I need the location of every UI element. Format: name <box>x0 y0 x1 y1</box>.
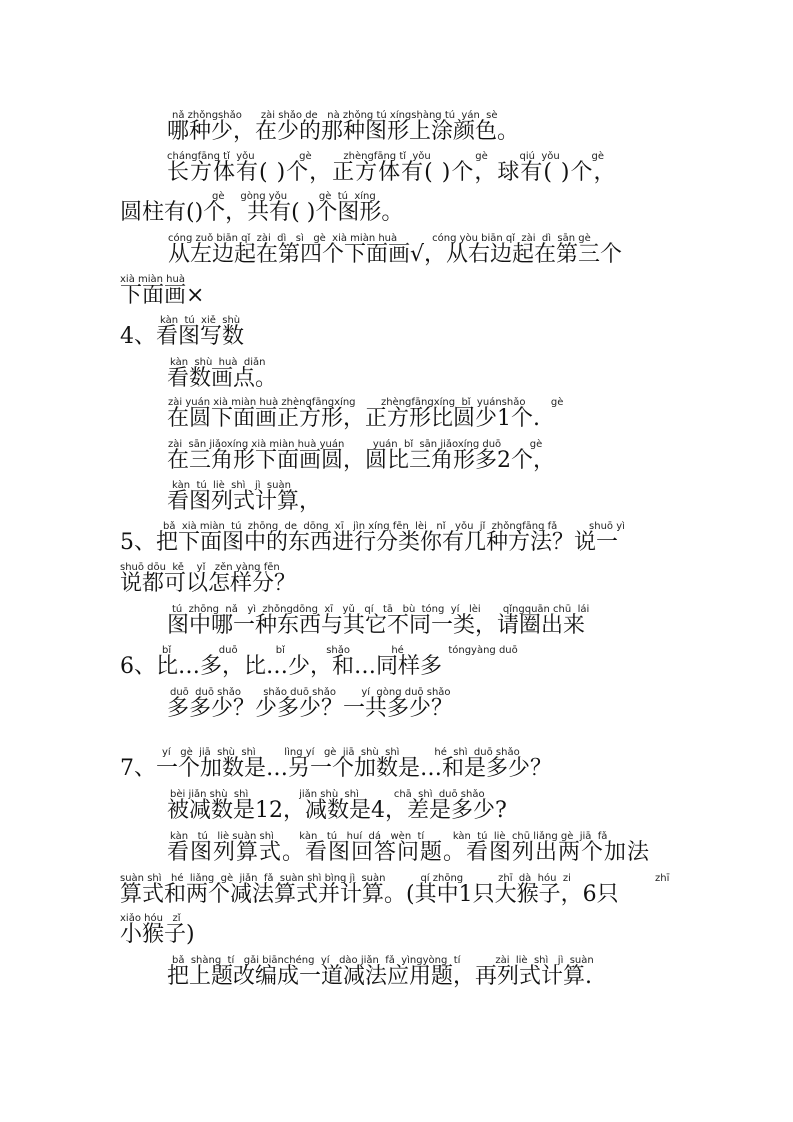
pinyin-line-9: zài sān jiǎoxíng xià miàn huà yuán yuán bǐ sān jiǎoxíng duō gè <box>168 439 543 450</box>
text-line-18: 看图列算式。看图回答问题。看图列出两个加法 <box>167 840 651 865</box>
pinyin-line-3: gè gòng yǒu gè tú xíng <box>212 191 376 202</box>
pinyin-line-16: yí gè jiā shù shì lìng yí gè jiā shù shì hé shì duō shǎo <box>162 747 520 758</box>
heading-4: 4、看图写数 <box>120 324 244 349</box>
pinyin-line-2: chángfāng tǐ yǒu gè zhèngfāng tǐ yǒu gè qiú yǒu gè <box>167 151 605 162</box>
pinyin-line-17: bèi jiǎn shù shì jiǎn shù shì chā shì duō shǎo <box>170 789 485 800</box>
text-line-1: 哪种少，在少的那种图形上涂颜色。 <box>167 119 520 144</box>
text-line-8: 在圆下面画正方形，正方形比圆少1个. <box>167 406 540 431</box>
pinyin-line-1: nǎ zhǒngshǎo zài shǎo de nà zhǒng tú xíngshàng tú yán sè <box>172 110 498 121</box>
pinyin-line-20: xiǎo hóu zǐ <box>120 913 181 924</box>
heading-6: 6、比…多，比…少，和…同样多 <box>120 654 442 679</box>
pinyin-line-4: cóng zuǒ biān qǐ zài dì sì gè xià miàn huà cóng yòu biān qǐ zài dì sān gè <box>168 233 591 244</box>
pinyin-line-8: zài yuán xià miàn huà zhèngfāngxíng zhèngfāngxíng bǐ yuánshǎo gè <box>168 397 564 408</box>
text-line-15: 多多少？少多少？一共多少？ <box>167 696 454 721</box>
pinyin-line-7: kàn shù huà diǎn <box>170 357 266 368</box>
text-line-13: 图中哪一种东西与其它不同一类，请圈出来 <box>167 613 586 638</box>
pinyin-line-19: suàn shì hé liǎng gè jiǎn fǎ suàn shì bìng jì suàn qí zhōng zhī dà hóu zi <box>120 873 571 884</box>
pinyin-line-21: bǎ shàng tí gǎi biānchéng yí dào jiǎn fǎ yìngyòng tí zài liè shì jì suàn <box>172 955 594 966</box>
heading-7: 7、一个加数是…另一个加数是…和是多少？ <box>120 756 552 781</box>
text-line-3: 圆柱有()个，共有( )个图形。 <box>120 200 404 225</box>
text-line-17: 被减数是12，减数是4，差是多少? <box>167 798 507 823</box>
pinyin-line-12: shuō dōu kě yǐ zěn yàng fēn <box>120 562 280 573</box>
pinyin-line-18: kàn tú liè suàn shì kàn tú huí dá wèn tí kàn tú liè chū liǎng gè jiā fǎ <box>170 831 608 842</box>
pinyin-line-6: kàn tú xiě shù <box>160 315 241 326</box>
text-line-7: 看数画点。 <box>167 366 278 391</box>
text-line-19: 算式和两个减法算式并计算。(其中1只大猴子，6只 <box>120 882 619 907</box>
text-line-20: 小猴子) <box>120 922 195 947</box>
pinyin-line-14: bǐ duō bǐ shǎo hé tóngyàng duō <box>162 645 518 656</box>
text-line-12: 说都可以怎样分？ <box>120 571 297 596</box>
pinyin-line-11: bǎ xià miàn tú zhōng de dōng xī jìn xíng fēn lèi nǐ yǒu jǐ zhǒngfāng fǎ shuō yì <box>163 521 625 532</box>
pinyin-line-15: duō duō shǎo shǎo duō shǎo yí gòng duō shǎo <box>170 687 451 698</box>
pinyin-line-5: xià miàn huà <box>120 274 185 285</box>
pinyin-line-10: kàn tú liè shì jì suàn <box>172 480 291 491</box>
text-line-4: 从左边起在第四个下面画√，从右边起在第三个 <box>168 242 623 267</box>
pinyin-extra-zhi: zhī <box>655 873 670 884</box>
heading-5: 5、把下面图中的东西进行分类你有几种方法？说一 <box>120 530 618 555</box>
pinyin-line-13: tú zhōng nǎ yì zhǒngdōng xī yǔ qí tā bù tóng yí lèi qǐngquān chū lái <box>172 604 590 615</box>
text-line-5: 下面画× <box>120 283 205 308</box>
text-line-2: 长方体有( )个，正方体有( )个，球有( )个， <box>167 160 617 185</box>
text-line-21: 把上题改编成一道减法应用题，再列式计算. <box>167 964 592 989</box>
text-line-10: 看图列式计算， <box>167 489 322 514</box>
text-line-9: 在三角形下面画圆，圆比三角形多2个， <box>167 448 555 473</box>
